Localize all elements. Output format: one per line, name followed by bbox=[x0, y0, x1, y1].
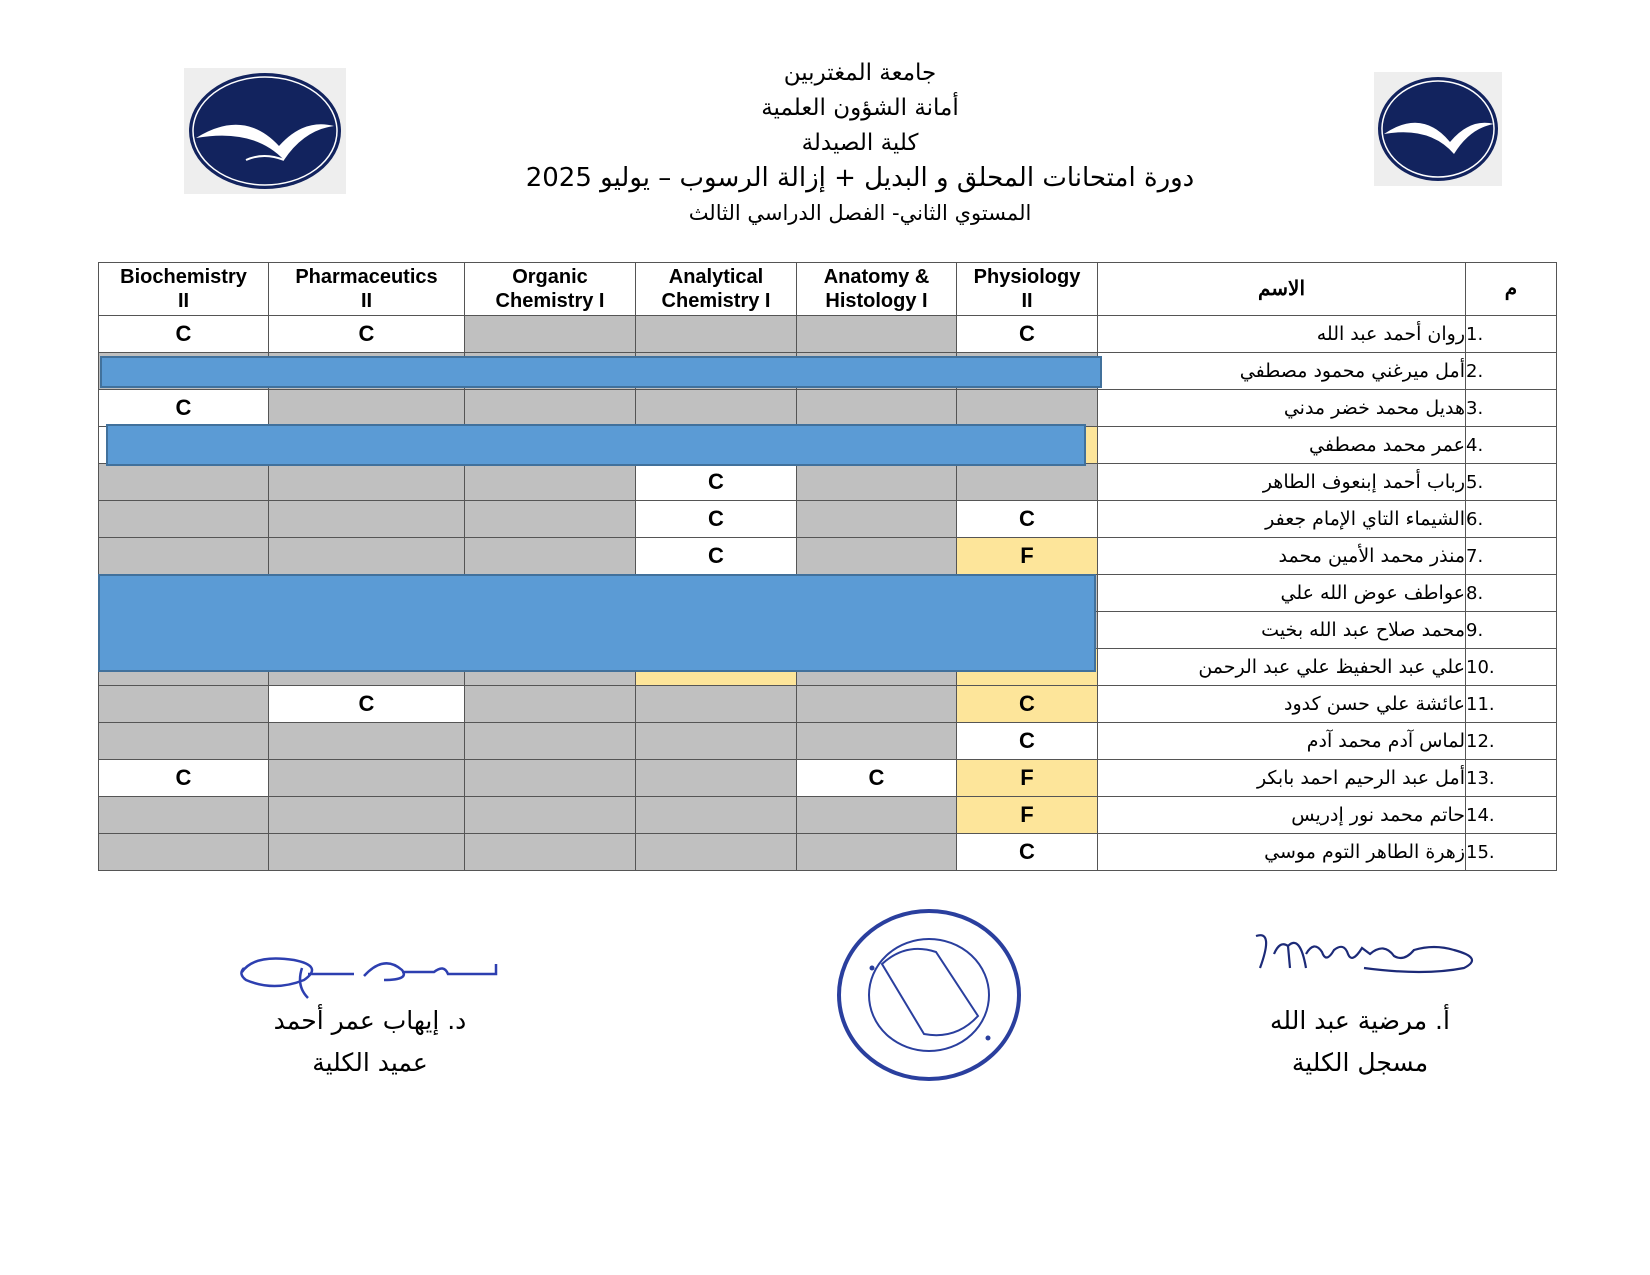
subject-header-line1: Anatomy & bbox=[823, 266, 930, 288]
results-table bbox=[98, 262, 1557, 871]
number-column-header: م bbox=[1466, 263, 1557, 316]
subject-header-line1: Organic bbox=[512, 266, 588, 288]
student-name: زهرة الطاهر التوم موسي bbox=[1098, 834, 1466, 871]
grade-cell bbox=[797, 316, 957, 353]
secretariat-name: أمانة الشؤون العلمية bbox=[761, 95, 959, 121]
student-name: علي عبد الحفيظ علي عبد الرحمن bbox=[1098, 649, 1466, 686]
name-column-header: الاسم bbox=[1098, 263, 1466, 316]
subject-header bbox=[636, 263, 797, 316]
grade-cell bbox=[797, 464, 957, 501]
subject-header-line2: II bbox=[1021, 290, 1033, 312]
grade-cell bbox=[797, 723, 957, 760]
university-logo-right bbox=[1374, 72, 1502, 186]
subject-header-line2: Histology I bbox=[825, 290, 928, 312]
grade-cell: F bbox=[957, 538, 1098, 575]
grade-cell: C bbox=[636, 464, 797, 501]
grade-cell bbox=[465, 390, 636, 427]
grade-cell: C bbox=[636, 501, 797, 538]
grade-cell: C bbox=[957, 686, 1098, 723]
subject-header-line2: Chemistry I bbox=[495, 290, 605, 312]
row-number: 14. bbox=[1466, 797, 1557, 834]
subject-header bbox=[465, 263, 636, 316]
grade-cell bbox=[797, 797, 957, 834]
student-name: هديل محمد خضر مدني bbox=[1098, 390, 1466, 427]
grade-cell bbox=[99, 797, 269, 834]
subject-header bbox=[797, 263, 957, 316]
grade-cell bbox=[797, 390, 957, 427]
grade-cell: F bbox=[957, 797, 1098, 834]
subject-header-line1: Physiology bbox=[973, 266, 1081, 288]
grade-cell bbox=[269, 723, 465, 760]
grade-cell: C bbox=[269, 686, 465, 723]
university-name: جامعة المغتربين bbox=[783, 60, 937, 86]
grade-cell bbox=[99, 464, 269, 501]
grade-cell: C bbox=[957, 834, 1098, 871]
grade-cell bbox=[269, 538, 465, 575]
student-name: محمد صلاح عبد الله بخيت bbox=[1098, 612, 1466, 649]
grade-cell: C bbox=[957, 501, 1098, 538]
subject-header bbox=[269, 263, 465, 316]
level-semester: المستوي الثاني- الفصل الدراسي الثالث bbox=[688, 201, 1032, 225]
subject-header-line2: Chemistry I bbox=[661, 290, 771, 312]
grade-cell: C bbox=[99, 316, 269, 353]
row-number: 8. bbox=[1466, 575, 1557, 612]
row-number: 3. bbox=[1466, 390, 1557, 427]
table-row bbox=[99, 797, 1557, 834]
grade-cell: F bbox=[957, 760, 1098, 797]
student-name: حاتم محمد نور إدريس bbox=[1098, 797, 1466, 834]
document-header bbox=[400, 56, 1320, 231]
row-number: 12. bbox=[1466, 723, 1557, 760]
student-name: أمل ميرغني محمود مصطفي bbox=[1098, 353, 1466, 390]
grade-cell bbox=[797, 501, 957, 538]
grade-cell bbox=[465, 538, 636, 575]
grade-cell bbox=[465, 723, 636, 760]
table-row bbox=[99, 316, 1557, 353]
faculty-stamp bbox=[836, 908, 1022, 1082]
student-name: لماس آدم محمد آدم bbox=[1098, 723, 1466, 760]
table-row bbox=[99, 834, 1557, 871]
registrar-signature-block bbox=[1190, 1000, 1530, 1084]
grade-cell bbox=[636, 723, 797, 760]
grade-cell bbox=[957, 390, 1098, 427]
grade-cell: C bbox=[957, 316, 1098, 353]
row-number: 11. bbox=[1466, 686, 1557, 723]
subject-header-line2: II bbox=[360, 290, 373, 312]
table-row bbox=[99, 760, 1557, 797]
grade-cell bbox=[269, 390, 465, 427]
registrar-title: مسجل الكلية bbox=[1291, 1048, 1429, 1077]
grade-cell bbox=[465, 316, 636, 353]
grade-cell: C bbox=[636, 538, 797, 575]
grade-cell bbox=[797, 686, 957, 723]
grade-cell bbox=[99, 501, 269, 538]
faculty-name: كلية الصيدلة bbox=[801, 130, 919, 156]
grade-cell bbox=[269, 501, 465, 538]
grade-cell bbox=[957, 464, 1098, 501]
subject-header-line2: II bbox=[177, 290, 190, 312]
grade-cell bbox=[636, 316, 797, 353]
redaction-block bbox=[98, 574, 1096, 672]
row-number: 15. bbox=[1466, 834, 1557, 871]
subject-header-line1: Biochemistry bbox=[120, 266, 247, 288]
student-name: روان أحمد عبد الله bbox=[1098, 316, 1466, 353]
registrar-signature bbox=[1244, 924, 1490, 984]
grade-cell bbox=[636, 834, 797, 871]
redaction-block bbox=[100, 356, 1102, 388]
dean-title: عميد الكلية bbox=[312, 1048, 428, 1077]
dean-signature-block bbox=[200, 1000, 540, 1084]
grade-cell: C bbox=[269, 316, 465, 353]
row-number: 13. bbox=[1466, 760, 1557, 797]
grade-cell: C bbox=[99, 390, 269, 427]
grade-cell bbox=[636, 797, 797, 834]
row-number: 7. bbox=[1466, 538, 1557, 575]
student-name: عائشة علي حسن كدود bbox=[1098, 686, 1466, 723]
grade-cell bbox=[465, 686, 636, 723]
grade-cell bbox=[636, 686, 797, 723]
grade-cell: C bbox=[957, 723, 1098, 760]
grade-cell bbox=[797, 538, 957, 575]
row-number: 1. bbox=[1466, 316, 1557, 353]
grade-cell bbox=[465, 760, 636, 797]
student-name: الشيماء التاي الإمام جعفر bbox=[1098, 501, 1466, 538]
grade-cell bbox=[465, 464, 636, 501]
subject-header-line1: Pharmaceutics bbox=[295, 266, 438, 288]
redaction-block bbox=[106, 424, 1086, 466]
dean-signature bbox=[234, 946, 504, 1004]
table-header-row bbox=[99, 263, 1557, 316]
row-number: 4. bbox=[1466, 427, 1557, 464]
grade-cell bbox=[636, 390, 797, 427]
grade-cell bbox=[465, 501, 636, 538]
grade-cell bbox=[797, 834, 957, 871]
exam-title: دورة امتحانات المحلق و البديل + إزالة الرسوب – يوليو 2025 bbox=[525, 163, 1195, 193]
student-name: منذر محمد الأمين محمد bbox=[1098, 538, 1466, 575]
grade-cell bbox=[99, 723, 269, 760]
grade-cell bbox=[99, 538, 269, 575]
table-row bbox=[99, 464, 1557, 501]
dean-name: د. إيهاب عمر أحمد bbox=[273, 1006, 467, 1035]
student-name: عواطف عوض الله علي bbox=[1098, 575, 1466, 612]
table-row bbox=[99, 686, 1557, 723]
grade-cell bbox=[465, 797, 636, 834]
row-number: 5. bbox=[1466, 464, 1557, 501]
university-logo-left bbox=[184, 68, 346, 194]
table-row bbox=[99, 723, 1557, 760]
subject-header-line1: Analytical bbox=[668, 266, 764, 288]
table-row bbox=[99, 501, 1557, 538]
grade-cell: C bbox=[797, 760, 957, 797]
row-number: 6. bbox=[1466, 501, 1557, 538]
subject-header bbox=[99, 263, 269, 316]
grade-cell: C bbox=[99, 760, 269, 797]
student-name: عمر محمد مصطفي bbox=[1098, 427, 1466, 464]
grade-cell bbox=[99, 834, 269, 871]
grade-cell bbox=[269, 797, 465, 834]
row-number: 9. bbox=[1466, 612, 1557, 649]
student-name: رباب أحمد إبنعوف الطاهر bbox=[1098, 464, 1466, 501]
table-row bbox=[99, 390, 1557, 427]
student-name: أمل عبد الرحيم احمد بابكر bbox=[1098, 760, 1466, 797]
registrar-name: أ. مرضية عبد الله bbox=[1270, 1006, 1450, 1035]
table-row bbox=[99, 538, 1557, 575]
grade-cell bbox=[269, 834, 465, 871]
row-number: 2. bbox=[1466, 353, 1557, 390]
grade-cell bbox=[99, 686, 269, 723]
row-number: 10. bbox=[1466, 649, 1557, 686]
subject-header bbox=[957, 263, 1098, 316]
grade-cell bbox=[465, 834, 636, 871]
grade-cell bbox=[269, 760, 465, 797]
grade-cell bbox=[636, 760, 797, 797]
grade-cell bbox=[269, 464, 465, 501]
